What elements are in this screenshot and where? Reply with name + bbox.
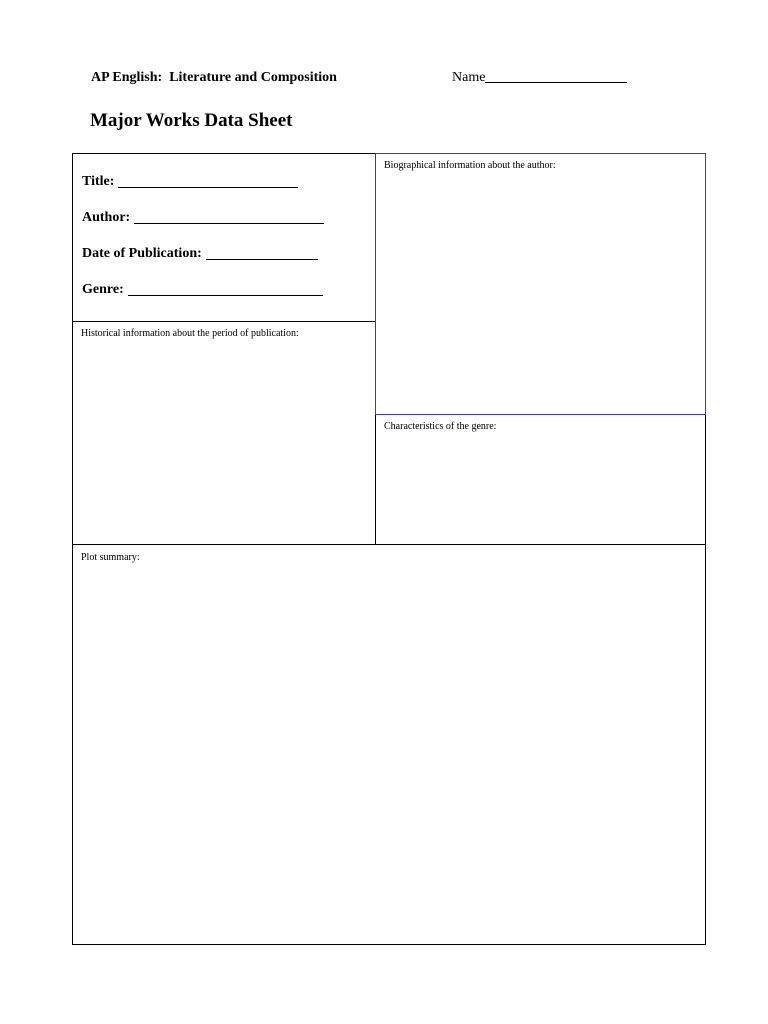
course-heading: AP English: Literature and Composition bbox=[91, 70, 337, 85]
title-label: Title: bbox=[82, 174, 115, 189]
historical-prompt: Historical information about the period of publication: bbox=[81, 328, 299, 339]
title-row bbox=[82, 174, 372, 210]
date-row bbox=[82, 246, 372, 282]
plot-divider bbox=[73, 544, 705, 545]
date-blank-line[interactable] bbox=[206, 247, 318, 260]
work-details bbox=[82, 174, 372, 318]
genre-blank-line[interactable] bbox=[128, 283, 323, 296]
author-label: Author: bbox=[82, 210, 131, 225]
author-blank-line[interactable] bbox=[134, 211, 324, 224]
data-sheet-table bbox=[72, 153, 706, 945]
title-blank-line[interactable] bbox=[118, 175, 298, 188]
plot-prompt: Plot summary: bbox=[81, 552, 140, 563]
genre-label: Genre: bbox=[82, 282, 124, 297]
characteristics-prompt: Characteristics of the genre: bbox=[384, 421, 497, 432]
name-blank-line[interactable] bbox=[485, 70, 627, 83]
meta-divider bbox=[73, 321, 376, 322]
name-field[interactable] bbox=[452, 70, 627, 86]
author-row bbox=[82, 210, 372, 246]
biographical-box bbox=[375, 153, 706, 415]
date-label: Date of Publication: bbox=[82, 246, 202, 261]
document-title: Major Works Data Sheet bbox=[90, 110, 293, 131]
genre-row bbox=[82, 282, 372, 318]
biographical-prompt: Biographical information about the author: bbox=[384, 160, 556, 171]
name-label: Name bbox=[452, 70, 486, 85]
